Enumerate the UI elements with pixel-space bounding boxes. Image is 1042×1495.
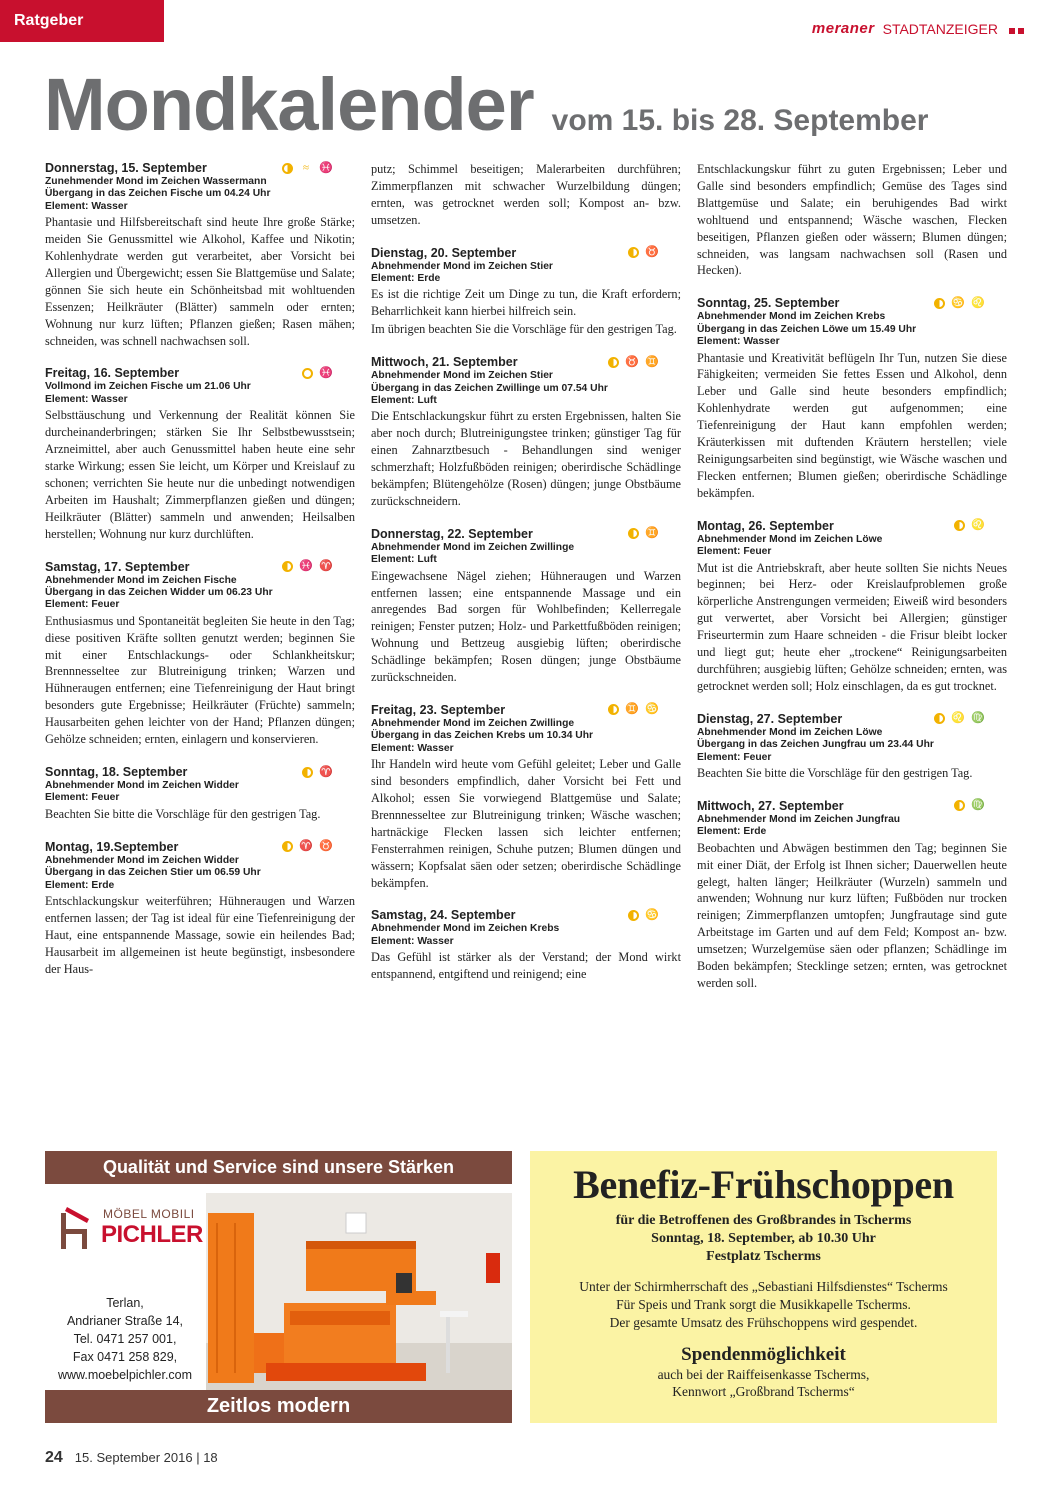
- moon-phase: Abnehmender Mond im Zeichen Löwe: [697, 533, 883, 545]
- event-title: Benefiz-Frühschoppen: [573, 1162, 954, 1207]
- calendar-columns: [45, 160, 1007, 1126]
- entry-text: Phantasie und Kreativität beflügeln Ihr Tun, nutzen Sie diese Fähigkeiten; vermeiden Sie fettes Essen und Alkohol, denn Leber und Galle sind heute besonders empfindlich; Kohlenhydrate werden gut aufgenommen; eine Tiefenreinigung der Haut kann empfohlen werden; Kräuterkissen mit duftenden Kräutern herstellen; viele Reinigungsarbeiten sind begünstigt, wie Wäsche waschen und Flecken entfernen; Blumen gießen; oberirdische Schädlinge bekämpfen.: [697, 350, 1007, 500]
- event-detail-line: für die Betroffenen des Großbrandes in Tscherms: [615, 1213, 912, 1228]
- event-details: [530, 1212, 997, 1266]
- address-line: Andrianer Straße 14,: [66, 1314, 184, 1328]
- taurus-icon: ♉: [645, 246, 659, 259]
- calendar-entry: [371, 245, 681, 339]
- sign-transition: Übergang in das Zeichen Löwe um 15.49 Uhr: [697, 323, 917, 335]
- moon-waning-icon: [934, 713, 945, 724]
- entry-text: Selbsttäuschung und Verkennung der Realität können Sie durcheinanderbringen; stärken Sie Ihr Selbstbewusstsein; Arzneimittel, aber auch Genussmittel haben heute eine sehr starke Wirkung; essen Sie leicht, um Körper und Kreislauf zu schonen; verrichten Sie heute nur die unbedingt notwendigen Arbeiten im Haushalt; Zimmerpflanzen gießen und düngen; Heilkräuter (Blätter) sammeln und anwenden; Heilsalben herstellen; Wohnung nur kurz durchlüften.: [45, 408, 355, 541]
- element-label: Element: Feuer: [45, 792, 120, 804]
- cancer-icon: ♋: [951, 296, 965, 309]
- moon-phase: Abnehmender Mond im Zeichen Widder: [45, 780, 239, 791]
- sign-transition: Übergang in das Zeichen Zwillinge um 07.54 Uhr: [371, 382, 608, 394]
- element-label: Element: Wasser: [45, 393, 128, 405]
- entry-date: Montag, 26. September: [697, 518, 834, 533]
- page-subtitle: vom 15. bis 28. September: [551, 104, 929, 137]
- sign-transition: Übergang in das Zeichen Stier um 06.59 Uhr: [45, 867, 261, 879]
- entry-date: Freitag, 23. September: [371, 702, 506, 717]
- moon-phase: Abnehmender Mond im Zeichen Stier: [371, 370, 553, 382]
- moon-phase: Abnehmender Mond im Zeichen Widder: [45, 854, 239, 866]
- address-line: Tel. 0471 257 001,: [73, 1332, 177, 1346]
- moon-waning-icon: [934, 298, 945, 309]
- virgo-icon: ♍: [971, 712, 985, 725]
- taurus-icon: ♉: [625, 355, 639, 368]
- gemini-icon: ♊: [645, 355, 659, 368]
- event-description: [530, 1278, 997, 1332]
- donation-line: Kennwort „Großbrand Tscherms“: [672, 1384, 855, 1399]
- donation-line: auch bei der Raiffeisenkasse Tscherms,: [657, 1367, 870, 1382]
- calendar-entry: [697, 798, 1007, 992]
- moon-phase: Abnehmender Mond im Zeichen Zwillinge: [371, 717, 575, 729]
- entry-icons: [302, 368, 333, 379]
- calendar-entry: [371, 161, 681, 229]
- cancer-icon: ♋: [645, 703, 659, 716]
- calendar-entry: [371, 526, 681, 686]
- ad-top-banner: Qualität und Service sind unsere Stärken: [45, 1151, 512, 1184]
- entry-header: [371, 245, 681, 261]
- event-detail-line: Festplatz Tscherms: [706, 1249, 821, 1264]
- page-title-row: [44, 63, 1012, 146]
- entry-header: [371, 354, 681, 370]
- donation-details: [530, 1366, 997, 1400]
- issue-date: 15. September 2016 | 18: [74, 1450, 218, 1465]
- ad-bottom-banner: Zeitlos modern: [45, 1390, 512, 1423]
- element-label: Element: Erde: [371, 273, 441, 285]
- element-label: Element: Erde: [45, 879, 115, 891]
- page-title: Mondkalender: [44, 63, 534, 146]
- entry-icons: [302, 767, 333, 778]
- entry-text: Phantasie und Hilfsbereitschaft sind heute Ihre große Stärke; meiden Sie Genussmittel wie Alkohol, Kaffee und Nikotin; Kohlenhydrate werden gut verarbeitet, aber Vorsicht bei Allergien und Übergewicht; essen Sie Blattgemüse und Salate; gönnen Sie sich heute ein Schönheitsbad mit wohltuenden Essenzen; Heilkräuter (Blätter) sammeln oder ernten; Wohnung nur kurz lüften; Pflanzen gießen; Rasen mähen; schneiden, was schnell nachwachsen soll.: [45, 215, 355, 348]
- entry-date: Dienstag, 20. September: [371, 245, 517, 260]
- entry-text: Enthusiasmus und Spontaneität begleiten Sie heute in den Tag; diese positiven Kräfte sollten genutzt werden; beginnen Sie mit einer Entschlackungs- oder Schlankheitskur; Brennnesseltee zur Blutreinigung trinken; Warzen und Hühneraugen entfernen; eine Tiefenreinigung der Haut bringt besonders gute Ergebnisse; Heilkräuter (Früchte) sammeln; Hausarbeiten gehen leichter von der Hand; Pflanzen düngen; Gehölze schneiden; ernten, einlagern und konservieren.: [45, 613, 355, 747]
- address-line: Fax 0471 258 829,: [72, 1350, 178, 1364]
- element-label: Element: Wasser: [697, 336, 780, 348]
- moon-waning-icon: [282, 841, 293, 852]
- entry-header: [371, 702, 681, 718]
- logo-subtitle: MÖBEL MOBILI: [103, 1207, 195, 1221]
- moon-phase: Abnehmender Mond im Zeichen Krebs: [697, 311, 886, 323]
- calendar-entry: [697, 711, 1007, 782]
- pisces-icon: ♓: [319, 161, 333, 174]
- entry-date: Mittwoch, 27. September: [697, 798, 844, 813]
- leo-icon: ♌: [951, 712, 965, 725]
- taurus-icon: ♉: [319, 840, 333, 853]
- address-line: Terlan,: [106, 1296, 144, 1310]
- moon-full-icon: [302, 368, 313, 379]
- bedroom-illustration: [206, 1193, 512, 1390]
- entry-icons: [628, 247, 659, 258]
- element-label: Element: Luft: [371, 394, 437, 406]
- entry-date: Freitag, 16. September: [45, 366, 180, 381]
- moon-waning-icon: [628, 910, 639, 921]
- benefit-event-ad: [530, 1151, 997, 1423]
- column-3: [697, 160, 1007, 1008]
- entry-icons: [608, 357, 659, 368]
- entry-icons: [608, 704, 659, 715]
- entry-icons: [954, 800, 985, 811]
- moon-waning-icon: [608, 357, 619, 368]
- entry-header: [697, 295, 1007, 311]
- entry-header: [371, 907, 681, 923]
- sign-transition: Übergang in das Zeichen Krebs um 10.34 Uhr: [371, 730, 594, 742]
- element-label: Element: Wasser: [371, 935, 454, 947]
- moon-waning-icon: [954, 520, 965, 531]
- column-1: [45, 160, 355, 993]
- entry-date: Dienstag, 27. September: [697, 711, 843, 726]
- moon-phase: Zunehmender Mond im Zeichen Wassermann: [45, 176, 267, 187]
- moon-phase: Abnehmender Mond im Zeichen Krebs: [371, 923, 560, 935]
- element-label: Element: Feuer: [45, 599, 120, 611]
- entry-icons: [934, 713, 985, 724]
- sign-transition: Übergang in das Zeichen Jungfrau um 23.44 Uhr: [697, 739, 934, 751]
- entry-date: Montag, 19.September: [45, 839, 179, 854]
- calendar-entry: [371, 354, 681, 510]
- event-detail-line: Sonntag, 18. September, ab 10.30 Uhr: [651, 1231, 876, 1246]
- section-tag: Ratgeber: [0, 0, 164, 42]
- calendar-entry: [45, 160, 355, 349]
- calendar-entry: [45, 559, 355, 748]
- cancer-icon: ♋: [645, 908, 659, 921]
- logo-title: PICHLER: [101, 1221, 203, 1248]
- moon-waning-icon: [954, 800, 965, 811]
- entry-header: [697, 518, 1007, 534]
- leo-icon: ♌: [971, 519, 985, 532]
- entry-header: [45, 559, 355, 575]
- entry-icons: [934, 298, 985, 309]
- entry-text: Die Entschlackungskur führt zu ersten Ergebnissen, halten Sie aber noch durch; Blutreinigungstee trinken; günstiger Tag für einen Zahnarztbesuch - Behandlungen sind weniger schmerzhaft; Holzfußböden reinigen; oberirdische Schädlinge bekämpfen; Blütengehölze (Rosen) düngen; junge Obstbäume zurückschneidern.: [371, 409, 681, 508]
- brand-squares: [1006, 21, 1024, 37]
- entry-text-paragraph: Im übrigen beachten Sie die Vorschläge für den gestrigen Tag.: [371, 322, 677, 337]
- entry-header: [45, 764, 355, 780]
- element-label: Element: Wasser: [45, 200, 128, 212]
- pichler-logo: [49, 1201, 205, 1261]
- brand-suffix: STADTANZEIGER: [882, 20, 998, 37]
- entry-text: putz; Schimmel beseitigen; Malerarbeiten durchführen; Zimmerpflanzen mit schwacher Wurzelbildung düngen; ernten, was getrocknet werden soll; Kompost an- bzw. umsetzen.: [371, 162, 681, 227]
- moon-waning-icon: [628, 247, 639, 258]
- furniture-ad: [45, 1151, 512, 1423]
- entry-header: [697, 798, 1007, 814]
- moon-waning-icon: [608, 704, 619, 715]
- event-description-line: Der gesamte Umsatz des Frühschoppens wird gespendet.: [609, 1315, 918, 1330]
- pisces-icon: ♓: [299, 560, 313, 573]
- moon-phase: Abnehmender Mond im Zeichen Fische: [45, 574, 237, 586]
- moon-waning-icon: [628, 528, 639, 539]
- entry-icons: [954, 520, 985, 531]
- page-footer: [45, 1449, 218, 1467]
- aries-icon: ♈: [319, 560, 333, 573]
- entry-text: Beachten Sie bitte die Vorschläge für den gestrigen Tag.: [45, 806, 321, 821]
- donation-title: Spendenmöglichkeit: [681, 1344, 846, 1365]
- bedroom-photo: [206, 1193, 512, 1390]
- event-description-line: Unter der Schirmherrschaft des „Sebastiani Hilfsdienstes“ Tscherms: [579, 1279, 948, 1294]
- entry-text: Entschlackungskur weiterführen; Hühneraugen und Warzen entfernen lassen; der Tag ist ideal für eine Tiefenreinigung der Haut, eine entspannende Massage, sowie ein heilendes Bad; Hausarbeit im allgemeinen ist heute begünstigt, insbesondere der Haus-: [45, 893, 355, 976]
- entry-date: Samstag, 17. September: [45, 559, 190, 574]
- entry-text: Das Gefühl ist stärker als der Verstand; der Mond wirkt entspannend, entgiftend und reinigend; eine: [371, 950, 681, 982]
- calendar-entry: [45, 839, 355, 978]
- publication-brand: [812, 20, 1024, 37]
- moon-phase: Abnehmender Mond im Zeichen Löwe: [697, 726, 883, 738]
- pisces-icon: ♓: [319, 366, 333, 379]
- calendar-entry: [371, 702, 681, 891]
- page-number: 24: [45, 1449, 63, 1466]
- aries-icon: ♈: [319, 765, 333, 778]
- element-label: Element: Luft: [371, 554, 437, 566]
- sign-transition: Übergang in das Zeichen Widder um 06.23 Uhr: [45, 586, 273, 598]
- entry-text: Eingewachsene Nägel ziehen; Hühneraugen und Warzen entfernen lassen; eine entspannende Massage und ein anregendes Bad sorgen für Wohlbefinden; Kellerregale reinigen; Fenster putzen; Holz- und Parkettfußböden reinigen; Wohnung und Bettzeug ausgiebig lüften; oberirdische Schädlinge bekämpfen; Rosen düngen; junge Obstbäume zurückschneiden.: [371, 568, 681, 685]
- entry-header: [45, 365, 355, 381]
- moon-phase: Abnehmender Mond im Zeichen Stier: [371, 260, 553, 272]
- moon-waning-icon: [282, 561, 293, 572]
- gemini-icon: ♊: [645, 527, 659, 540]
- entry-text: Beobachten und Abwägen bestimmen den Tag; beginnen Sie mit einer Diät, der Erfolg ist Ihnen sicher; Dauerwellen heute gelegt, halten länger; Heilkräuter (Wurzeln) sammeln und anwenden; Wohnung nur kurz lüften; Fußböden nur trocken reinigen; Zimmerpflanzen umtopfen; Jungfrautage sind gute Arbeitstage im Garten und auf dem Feld; Kompost an- bzw. umsetzen; Wurzelgemüse säen oder pflanzen; Schädlinge im Boden bekämpfen; Stecklinge setzen; ernten, was getrocknet werden soll.: [697, 840, 1007, 990]
- entry-text: Mut ist die Antriebskraft, aber heute sollten Sie nichts Neues beginnen; bei Herz- oder Kreislaufproblemen große körperliche Anstrengungen vermeiden; Eiweiß wird besonders gut verwertet, aber Vorsicht bei Allergien; günstiger Friseurtermin zum Haare schneiden - die Frisur bleibt locker und liegt gut; heute eher „trockene“ Reinigungsarbeiten durchführen; ausgiebig lüften; Gehölze schneiden; ernten, was getrocknet werden soll; Holz einschlagen, da es gut trocknet.: [697, 560, 1007, 693]
- entry-icons: [282, 561, 333, 572]
- ad-address: [45, 1294, 205, 1384]
- entry-icons: [282, 163, 333, 174]
- entry-text: Beachten Sie bitte die Vorschläge für den gestrigen Tag.: [697, 766, 973, 780]
- entry-date: Samstag, 24. September: [371, 908, 516, 923]
- calendar-entry: [697, 295, 1007, 501]
- moon-phase: Vollmond im Zeichen Fische um 21.06 Uhr: [45, 381, 251, 393]
- element-label: Element: Erde: [697, 826, 767, 838]
- event-description-line: Für Speis und Trank sorgt die Musikkapelle Tscherms.: [616, 1297, 911, 1312]
- entry-icons: [628, 910, 659, 921]
- entry-date: Sonntag, 18. September: [45, 765, 188, 779]
- aquarius-icon: ≈: [302, 161, 310, 174]
- aries-icon: ♈: [299, 840, 313, 853]
- moon-phase: Abnehmender Mond im Zeichen Zwillinge: [371, 541, 575, 553]
- calendar-entry: [45, 764, 355, 823]
- entry-header: [697, 711, 1007, 727]
- moon-waxing-icon: [282, 163, 293, 174]
- sign-transition: Übergang in das Zeichen Fische um 04.24 Uhr: [45, 188, 271, 200]
- gemini-icon: ♊: [625, 703, 639, 716]
- brand-name: meraner: [811, 20, 875, 37]
- calendar-entry: [697, 518, 1007, 695]
- entry-date: Sonntag, 25. September: [697, 296, 840, 311]
- column-2: [371, 160, 681, 999]
- entry-text: Ihr Handeln wird heute vom Gefühl geleitet; Leber und Galle sind besonders empfindlich, daher Vorsicht bei Fett und Alkohol; essen Sie vorwiegend Blattgemüse und Salate; Brennnesseltee zur Blutreinigung trinken; Wäsche waschen; hartnäckige Flecken lassen sich leichter entfernen; Fensterrahmen reinigen, Schuhe putzen; Blumen düngen und wässern; Kopfsalat säen oder setzen; oberirdische Schädlinge bekämpfen.: [371, 757, 681, 890]
- leo-icon: ♌: [971, 296, 985, 309]
- entry-icons: [282, 841, 333, 852]
- virgo-icon: ♍: [971, 799, 985, 812]
- chair-logo-icon: [55, 1203, 95, 1253]
- entry-date: Donnerstag, 22. September: [371, 526, 533, 541]
- element-label: Element: Feuer: [697, 546, 772, 558]
- entry-text-paragraph: Es ist die richtige Zeit um Dinge zu tun, die Kraft erfordern; Beharrlichkeit kann hierbei hilfreich sein.: [371, 287, 681, 319]
- calendar-entry: [371, 907, 681, 983]
- entry-date: Mittwoch, 21. September: [371, 355, 518, 370]
- entry-header: [45, 839, 355, 855]
- entry-text: Entschlackungskur führt zu guten Ergebnissen; Leber und Galle sind besonders empfindlich; Gemüse des Tages sind Blattgemüse und Salate; ein beruhigendes Bad wirkt wohltuend und entspannend; Wäsche waschen, Flecken beseitigen, Pflanzen gießen oder wässern; Blumen düngen; schneiden, was langsam nachwachsen soll (Rasen und Hecken).: [697, 162, 1007, 278]
- moon-waning-icon: [302, 767, 313, 778]
- entry-date: Donnerstag, 15. September: [45, 161, 207, 175]
- entry-header: [371, 526, 681, 542]
- element-label: Element: Feuer: [697, 751, 772, 763]
- entry-icons: [628, 528, 659, 539]
- website-link[interactable]: www.moebelpichler.com: [57, 1368, 193, 1382]
- entry-header: [45, 160, 355, 176]
- calendar-entry: [697, 161, 1007, 279]
- calendar-entry: [45, 365, 355, 542]
- element-label: Element: Wasser: [371, 742, 454, 754]
- moon-phase: Abnehmender Mond im Zeichen Jungfrau: [697, 813, 901, 825]
